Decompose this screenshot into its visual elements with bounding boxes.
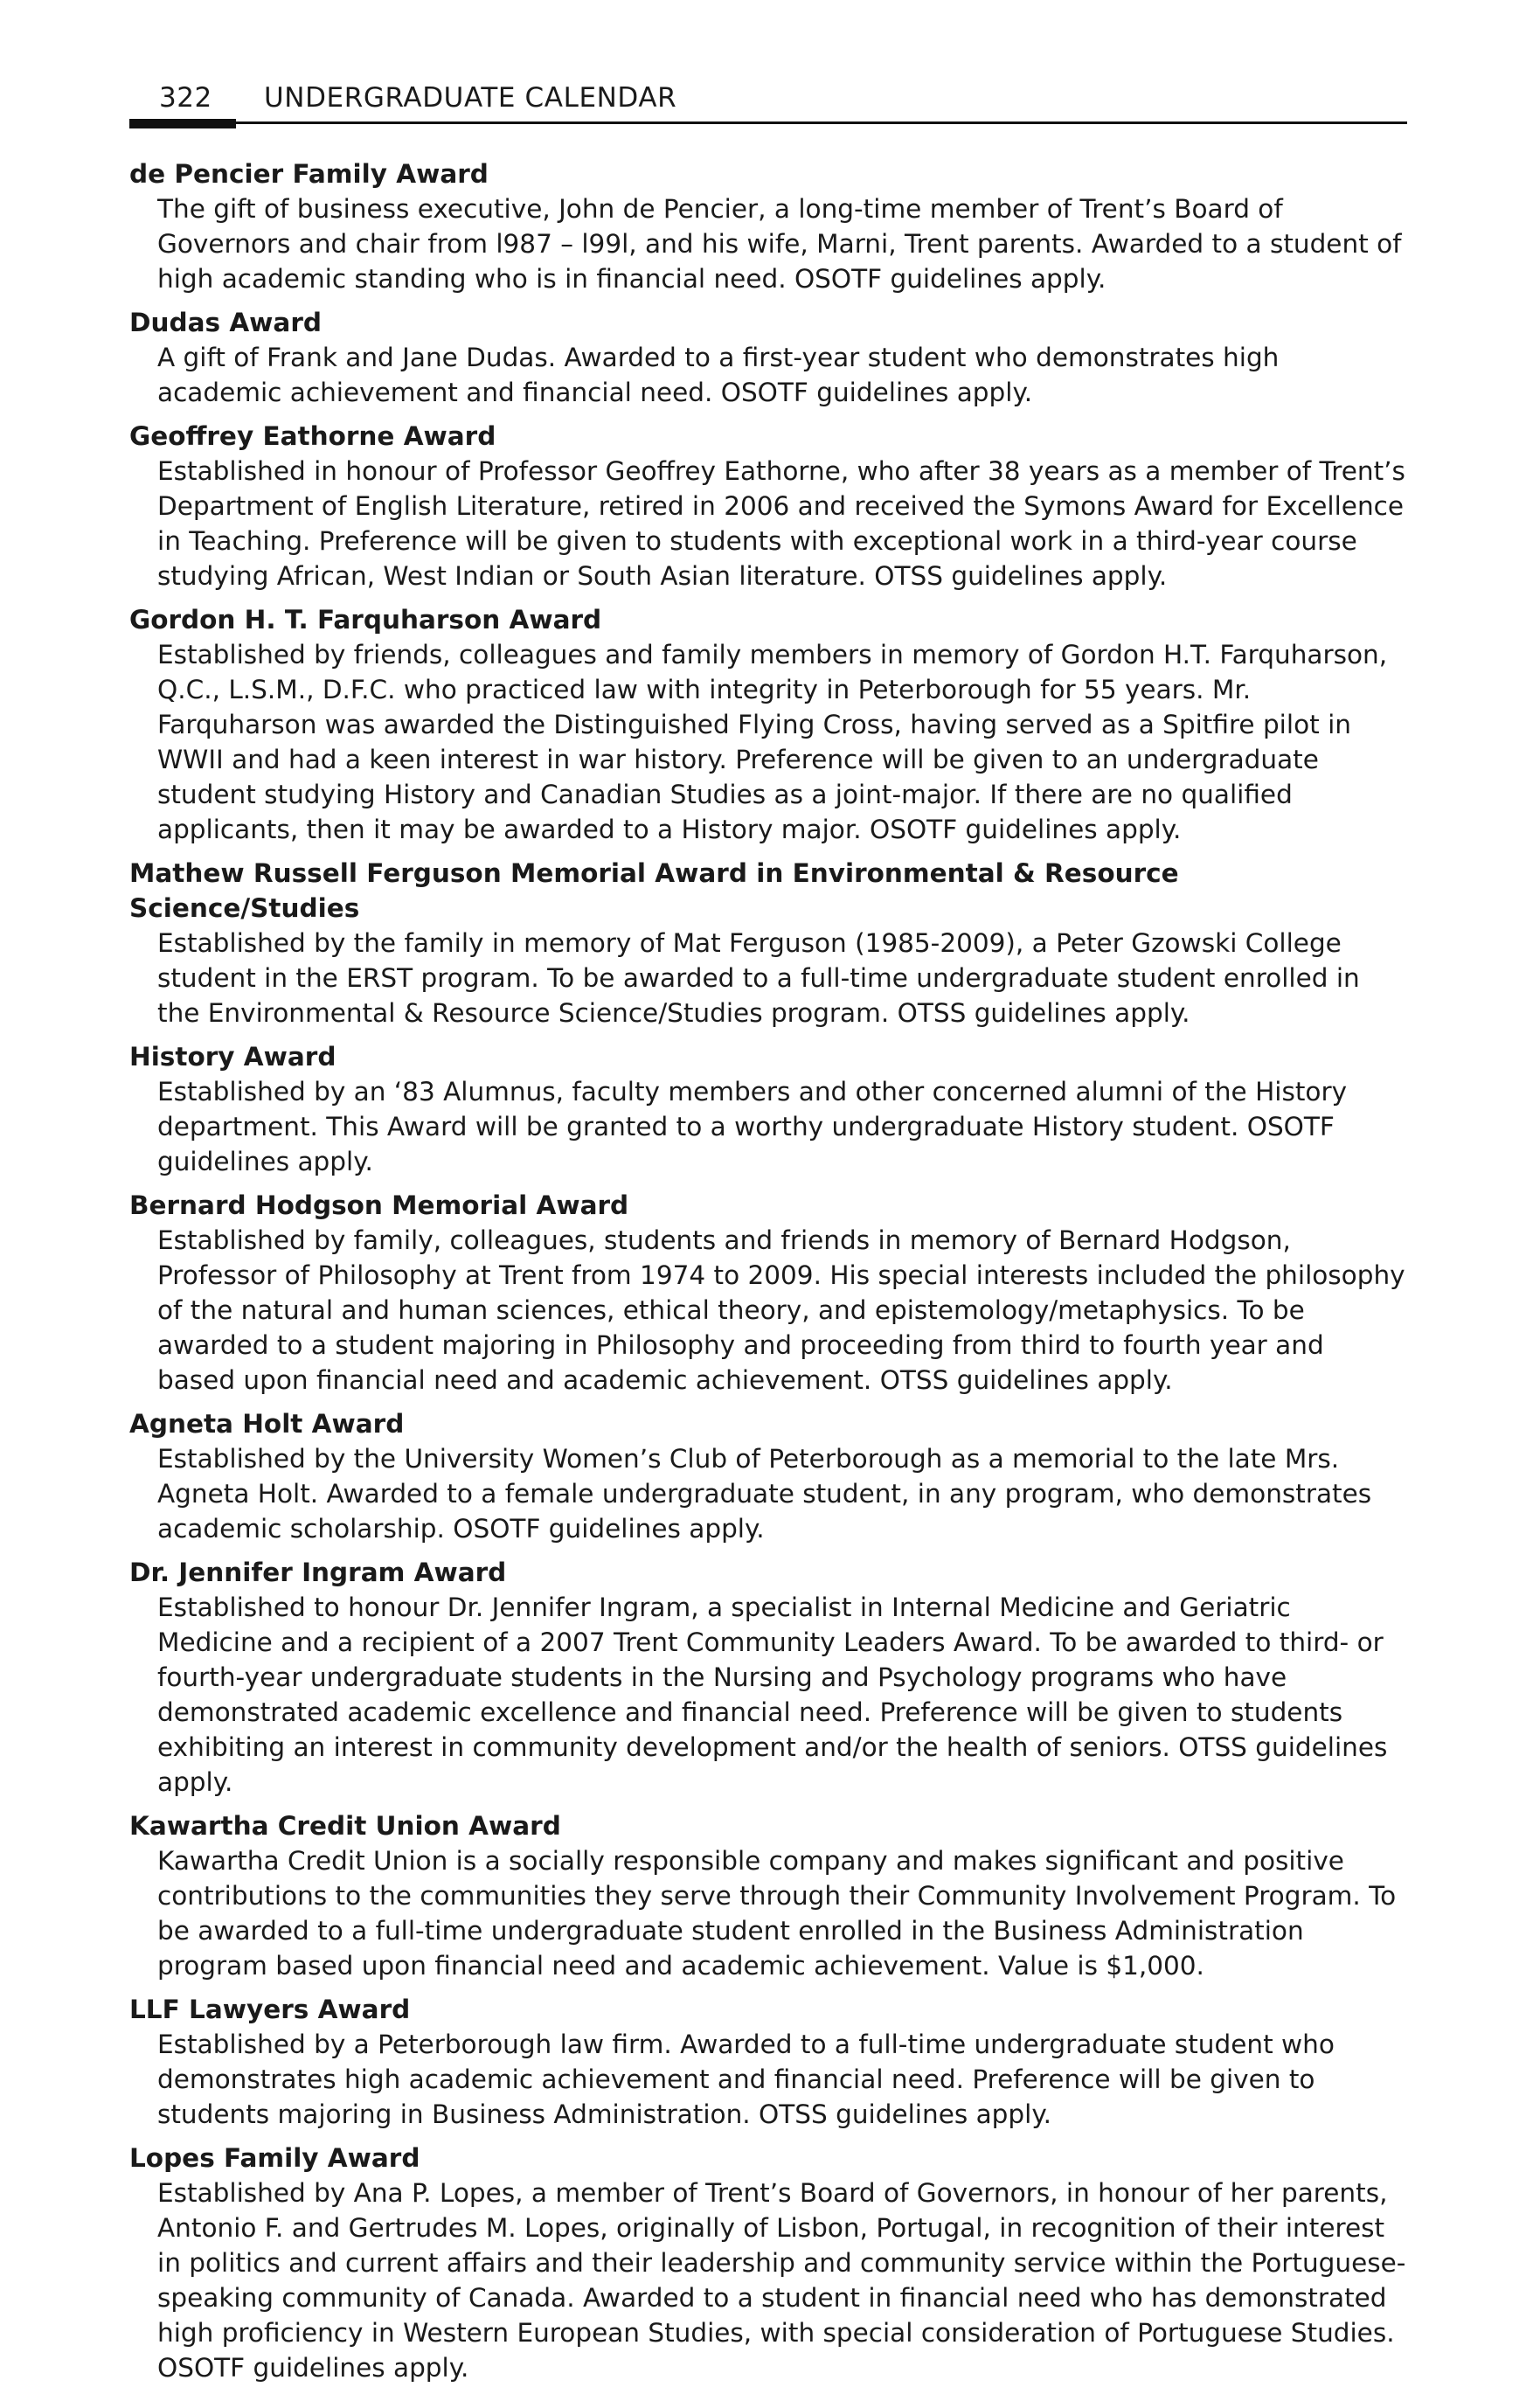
award-description: The gift of business executive, John de Pencier, a long-time member of Trent’s Board of Governors and chair from l987 – l99l, and his wife, Marni, Trent parents. Awarded to a student of high academic standing who is in financial need. OSOTF guidelines apply. bbox=[157, 194, 1402, 294]
award-title: Agneta Holt Award bbox=[129, 1409, 405, 1439]
header-tab-marker bbox=[129, 119, 236, 128]
award-entry bbox=[129, 156, 1414, 296]
award-description: Established to honour Dr. Jennifer Ingram, a specialist in Internal Medicine and Geriatric Medicine and a recipient of a 2007 Trent Community Leaders Award. To be awarded to third- or fourth-year undergraduate students in the Nursing and Psychology programs who have demonstrated academic excellence and financial need. Preference will be given to students exhibiting an interest in community development and/or the health of seniors. OTSS guidelines apply. bbox=[157, 1593, 1388, 1797]
award-title: Dudas Award bbox=[129, 308, 322, 337]
award-description: Kawartha Credit Union is a socially responsible company and makes significant and positive contributions to the communities they serve through their Community Involvement Program. To be awarded to a full-time undergraduate student enrolled in the Business Administration program based upon financial need and academic achievement. Value is $1,000. bbox=[157, 1846, 1397, 1981]
header-rule bbox=[129, 121, 1407, 124]
award-entry bbox=[129, 1555, 1414, 1800]
award-description: Established by the family in memory of Mat Ferguson (1985-2009), a Peter Gzowski College student in the ERST program. To be awarded to a full-time undergraduate student enrolled in the Environmental & Resource Science/Studies program. OTSS guidelines apply. bbox=[157, 928, 1360, 1028]
award-entry bbox=[129, 419, 1414, 593]
running-head: UNDERGRADUATE CALENDAR bbox=[264, 82, 677, 114]
award-title: de Pencier Family Award bbox=[129, 159, 489, 189]
award-title: Geoffrey Eathorne Award bbox=[129, 421, 496, 451]
award-entry bbox=[129, 1039, 1414, 1179]
award-list bbox=[129, 156, 1414, 2394]
award-entry bbox=[129, 1188, 1414, 1398]
award-description: Established by the University Women’s Club of Peterborough as a memorial to the late Mrs. Agneta Holt. Awarded to a female undergraduate student, in any program, who demonstrates academic scholarship. OSOTF guidelines apply. bbox=[157, 1444, 1372, 1544]
award-description: Established by Ana P. Lopes, a member of Trent’s Board of Governors, in honour of her parents, Antonio F. and Gertrudes M. Lopes, originally of Lisbon, Portugal, in recognition of their interest in politics and current affairs and their leadership and community service within the Portuguese-speaking community of Canada. Awarded to a student in financial need who has demonstrated high proficiency in Western European Studies, with special consideration of Portuguese Studies. OSOTF guidelines apply. bbox=[157, 2178, 1406, 2383]
award-entry bbox=[129, 1406, 1414, 1546]
award-description: Established by a Peterborough law firm. Awarded to a full-time undergraduate student who demonstrates high academic achievement and financial need. Preference will be given to students majoring in Business Administration. OTSS guidelines apply. bbox=[157, 2030, 1335, 2129]
page-header bbox=[129, 80, 1407, 129]
award-title: Dr. Jennifer Ingram Award bbox=[129, 1558, 507, 1587]
award-description: Established in honour of Professor Geoffrey Eathorne, who after 38 years as a member of Trent’s Department of English Literature, retired in 2006 and received the Symons Award for Excellence in Teaching. Preference will be given to students with exceptional work in a third-year course studying African, West Indian or South Asian literature. OTSS guidelines apply. bbox=[157, 456, 1405, 591]
award-title: Bernard Hodgson Memorial Award bbox=[129, 1190, 629, 1220]
award-description: A gift of Frank and Jane Dudas. Awarded to a first-year student who demonstrates high academic achievement and financial need. OSOTF guidelines apply. bbox=[157, 343, 1280, 407]
award-entry bbox=[129, 1992, 1414, 2132]
award-title: Mathew Russell Ferguson Memorial Award in Environmental & Resource Science/Studies bbox=[129, 858, 1179, 923]
award-entry bbox=[129, 602, 1414, 847]
award-title: Kawartha Credit Union Award bbox=[129, 1811, 561, 1841]
award-title: LLF Lawyers Award bbox=[129, 1995, 411, 2024]
award-title: Lopes Family Award bbox=[129, 2143, 420, 2173]
award-entry bbox=[129, 1808, 1414, 1983]
page-number: 322 bbox=[159, 82, 212, 114]
award-title: History Award bbox=[129, 1042, 336, 1072]
award-entry bbox=[129, 856, 1414, 1030]
award-description: Established by family, colleagues, students and friends in memory of Bernard Hodgson, Professor of Philosophy at Trent from 1974 to 2009. His special interests included the philosophy of the natural and human sciences, ethical theory, and epistemology/metaphysics. To be awarded to a student majoring in Philosophy and proceeding from third to fourth year and based upon financial need and academic achievement. OTSS guidelines apply. bbox=[157, 1225, 1405, 1395]
award-description: Established by friends, colleagues and family members in memory of Gordon H.T. Farquharson, Q.C., L.S.M., D.F.C. who practiced law with integrity in Peterborough for 55 years. Mr. Farquharson was awarded the Distinguished Flying Cross, having served as a Spitfire pilot in WWII and had a keen interest in war history. Preference will be given to an undergraduate student studying History and Canadian Studies as a joint-major. If there are no qualified applicants, then it may be awarded to a History major. OSOTF guidelines apply. bbox=[157, 640, 1388, 844]
award-entry bbox=[129, 305, 1414, 410]
award-description: Established by an ‘83 Alumnus, faculty members and other concerned alumni of the History department. This Award will be granted to a worthy undergraduate History student. OSOTF guidelines apply. bbox=[157, 1077, 1348, 1176]
award-entry bbox=[129, 2141, 1414, 2385]
award-title: Gordon H. T. Farquharson Award bbox=[129, 605, 602, 635]
